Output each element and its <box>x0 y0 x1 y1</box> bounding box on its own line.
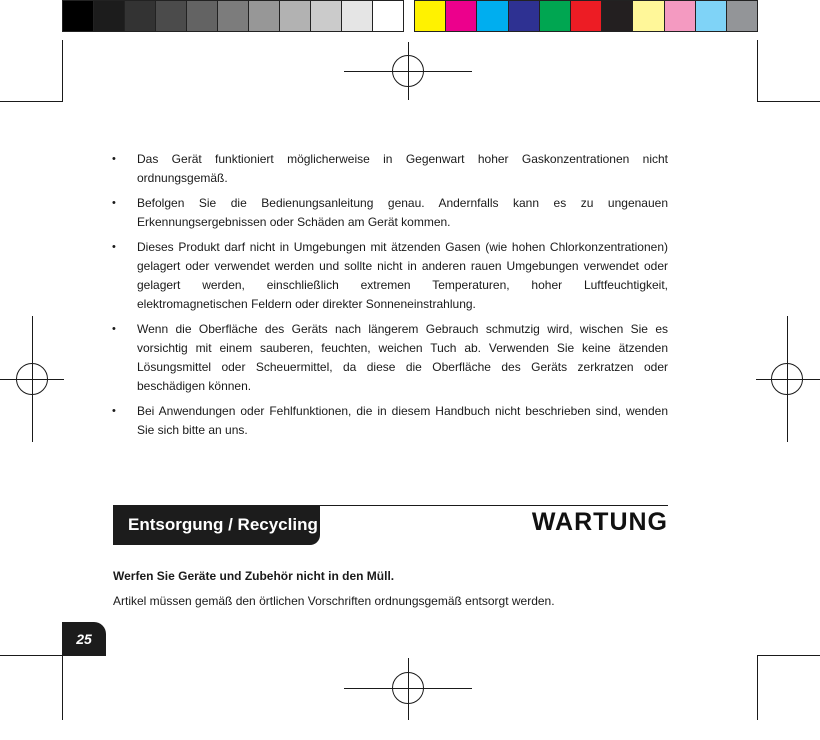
list-item-text: Das Gerät funktioniert möglicherweise in Gegenwart hoher Gaskonzentrationen nicht ordnungsgemäß. <box>137 152 668 185</box>
color-swatch <box>218 1 249 31</box>
color-swatch <box>446 1 477 31</box>
color-swatch <box>477 1 508 31</box>
bullet-icon: • <box>112 197 116 209</box>
registration-circle <box>392 672 424 704</box>
list-item-text: Befolgen Sie die Bedienungsanleitung genau. Andernfalls kann es zu ungenauen Erkennungsergebnissen oder Schäden am Gerät kommen. <box>137 196 668 229</box>
list-item <box>112 320 668 396</box>
color-swatch <box>249 1 280 31</box>
bullet-icon: • <box>112 405 116 417</box>
color-swatch <box>696 1 727 31</box>
list-item <box>112 402 668 440</box>
color-swatch <box>727 1 757 31</box>
color-swatch <box>571 1 602 31</box>
bullet-icon: • <box>112 241 116 253</box>
registration-circle <box>392 55 424 87</box>
crop-mark <box>0 655 63 656</box>
disposal-text: Artikel müssen gemäß den örtlichen Vorschriften ordnungsgemäß entsorgt werden. <box>113 594 555 608</box>
color-swatch <box>602 1 633 31</box>
list-item <box>112 238 668 314</box>
color-swatch <box>633 1 664 31</box>
crop-mark <box>757 655 820 656</box>
color-swatch <box>540 1 571 31</box>
color-swatch <box>509 1 540 31</box>
list-item-text: Dieses Produkt darf nicht in Umgebungen mit ätzenden Gasen (wie hohen Chlorkonzentrationen) gelagert oder verwendet werden und sollte nicht in anderen rauen Umgebungen verwendet oder gelagert werden, einschließlich extremen Temperaturen, hoher Luftfeuchtigkeit, elektromagnetischen Feldern oder direkter Sonneneinstrahlung. <box>137 240 668 311</box>
registration-circle <box>771 363 803 395</box>
bullet-icon: • <box>112 323 116 335</box>
crop-mark <box>62 655 63 720</box>
grayscale-bar <box>62 0 404 32</box>
color-swatch <box>156 1 187 31</box>
crop-mark <box>62 40 63 102</box>
bullet-icon: • <box>112 153 116 165</box>
process-color-bar <box>414 0 758 32</box>
list-item-text: Bei Anwendungen oder Fehlfunktionen, die in diesem Handbuch nicht beschrieben sind, wenden Sie sich bitte an uns. <box>137 404 668 437</box>
color-swatch <box>125 1 156 31</box>
color-swatch <box>63 1 94 31</box>
crop-mark <box>757 40 758 102</box>
safety-notes-list <box>112 150 668 446</box>
color-swatch <box>415 1 446 31</box>
section-heading: WARTUNG <box>531 508 668 536</box>
color-swatch <box>373 1 403 31</box>
color-swatch <box>94 1 125 31</box>
crop-mark <box>0 101 63 102</box>
color-swatch <box>342 1 373 31</box>
color-swatch <box>311 1 342 31</box>
color-swatch <box>280 1 311 31</box>
page-number: 25 <box>62 622 106 656</box>
color-swatch <box>187 1 218 31</box>
list-item <box>112 150 668 188</box>
crop-mark <box>757 655 758 720</box>
section-tab-label: Entsorgung / Recycling <box>113 505 320 545</box>
crop-mark <box>757 101 820 102</box>
color-swatch <box>665 1 696 31</box>
list-item-text: Wenn die Oberfläche des Geräts nach längerem Gebrauch schmutzig wird, wischen Sie es vorsichtig mit einem sauberen, feuchten, weichen Tuch ab. Verwenden Sie keine ätzenden Lösungsmittel oder Scheuermittel, da diese die Oberfläche des Geräts zerkratzen oder beschädigen können. <box>137 322 668 393</box>
list-item <box>112 194 668 232</box>
disposal-warning: Werfen Sie Geräte und Zubehör nicht in den Müll. <box>113 569 395 583</box>
registration-circle <box>16 363 48 395</box>
